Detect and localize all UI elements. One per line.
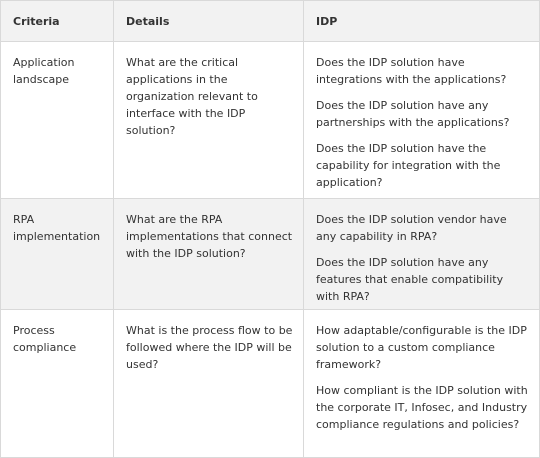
cell-details: What are the RPA implementations that connect with the IDP solution?	[114, 199, 304, 310]
cell-idp	[304, 199, 540, 310]
idp-question: How compliant is the IDP solution with the corporate IT, Infosec, and Industry compliance regulations and policies?	[316, 384, 528, 431]
table-row	[1, 310, 540, 458]
cell-details: What is the process flow to be followed where the IDP will be used?	[114, 310, 304, 458]
idp-question: How adaptable/configurable is the IDP solution to a custom compliance framework?	[316, 324, 527, 371]
table-row	[1, 42, 540, 199]
cell-details: What are the critical applications in the organization relevant to interface with the IDP solution?	[114, 42, 304, 199]
table-header-row	[1, 1, 540, 42]
cell-idp	[304, 310, 540, 458]
cell-criteria: Process compliance	[1, 310, 114, 458]
idp-question: Does the IDP solution have integrations with the applications?	[316, 56, 507, 86]
idp-question: Does the IDP solution have any features that enable compatibility with RPA?	[316, 256, 504, 303]
table-row	[1, 199, 540, 310]
idp-question: Does the IDP solution have the capability for integration with the application?	[316, 142, 501, 189]
header-details: Details	[114, 1, 304, 42]
cell-criteria: RPA implementation	[1, 199, 114, 310]
cell-criteria: Application landscape	[1, 42, 114, 199]
header-idp: IDP	[304, 1, 540, 42]
idp-question: Does the IDP solution have any partnerships with the applications?	[316, 99, 510, 129]
cell-idp	[304, 42, 540, 199]
idp-question: Does the IDP solution vendor have any capability in RPA?	[316, 213, 507, 243]
header-criteria: Criteria	[1, 1, 114, 42]
